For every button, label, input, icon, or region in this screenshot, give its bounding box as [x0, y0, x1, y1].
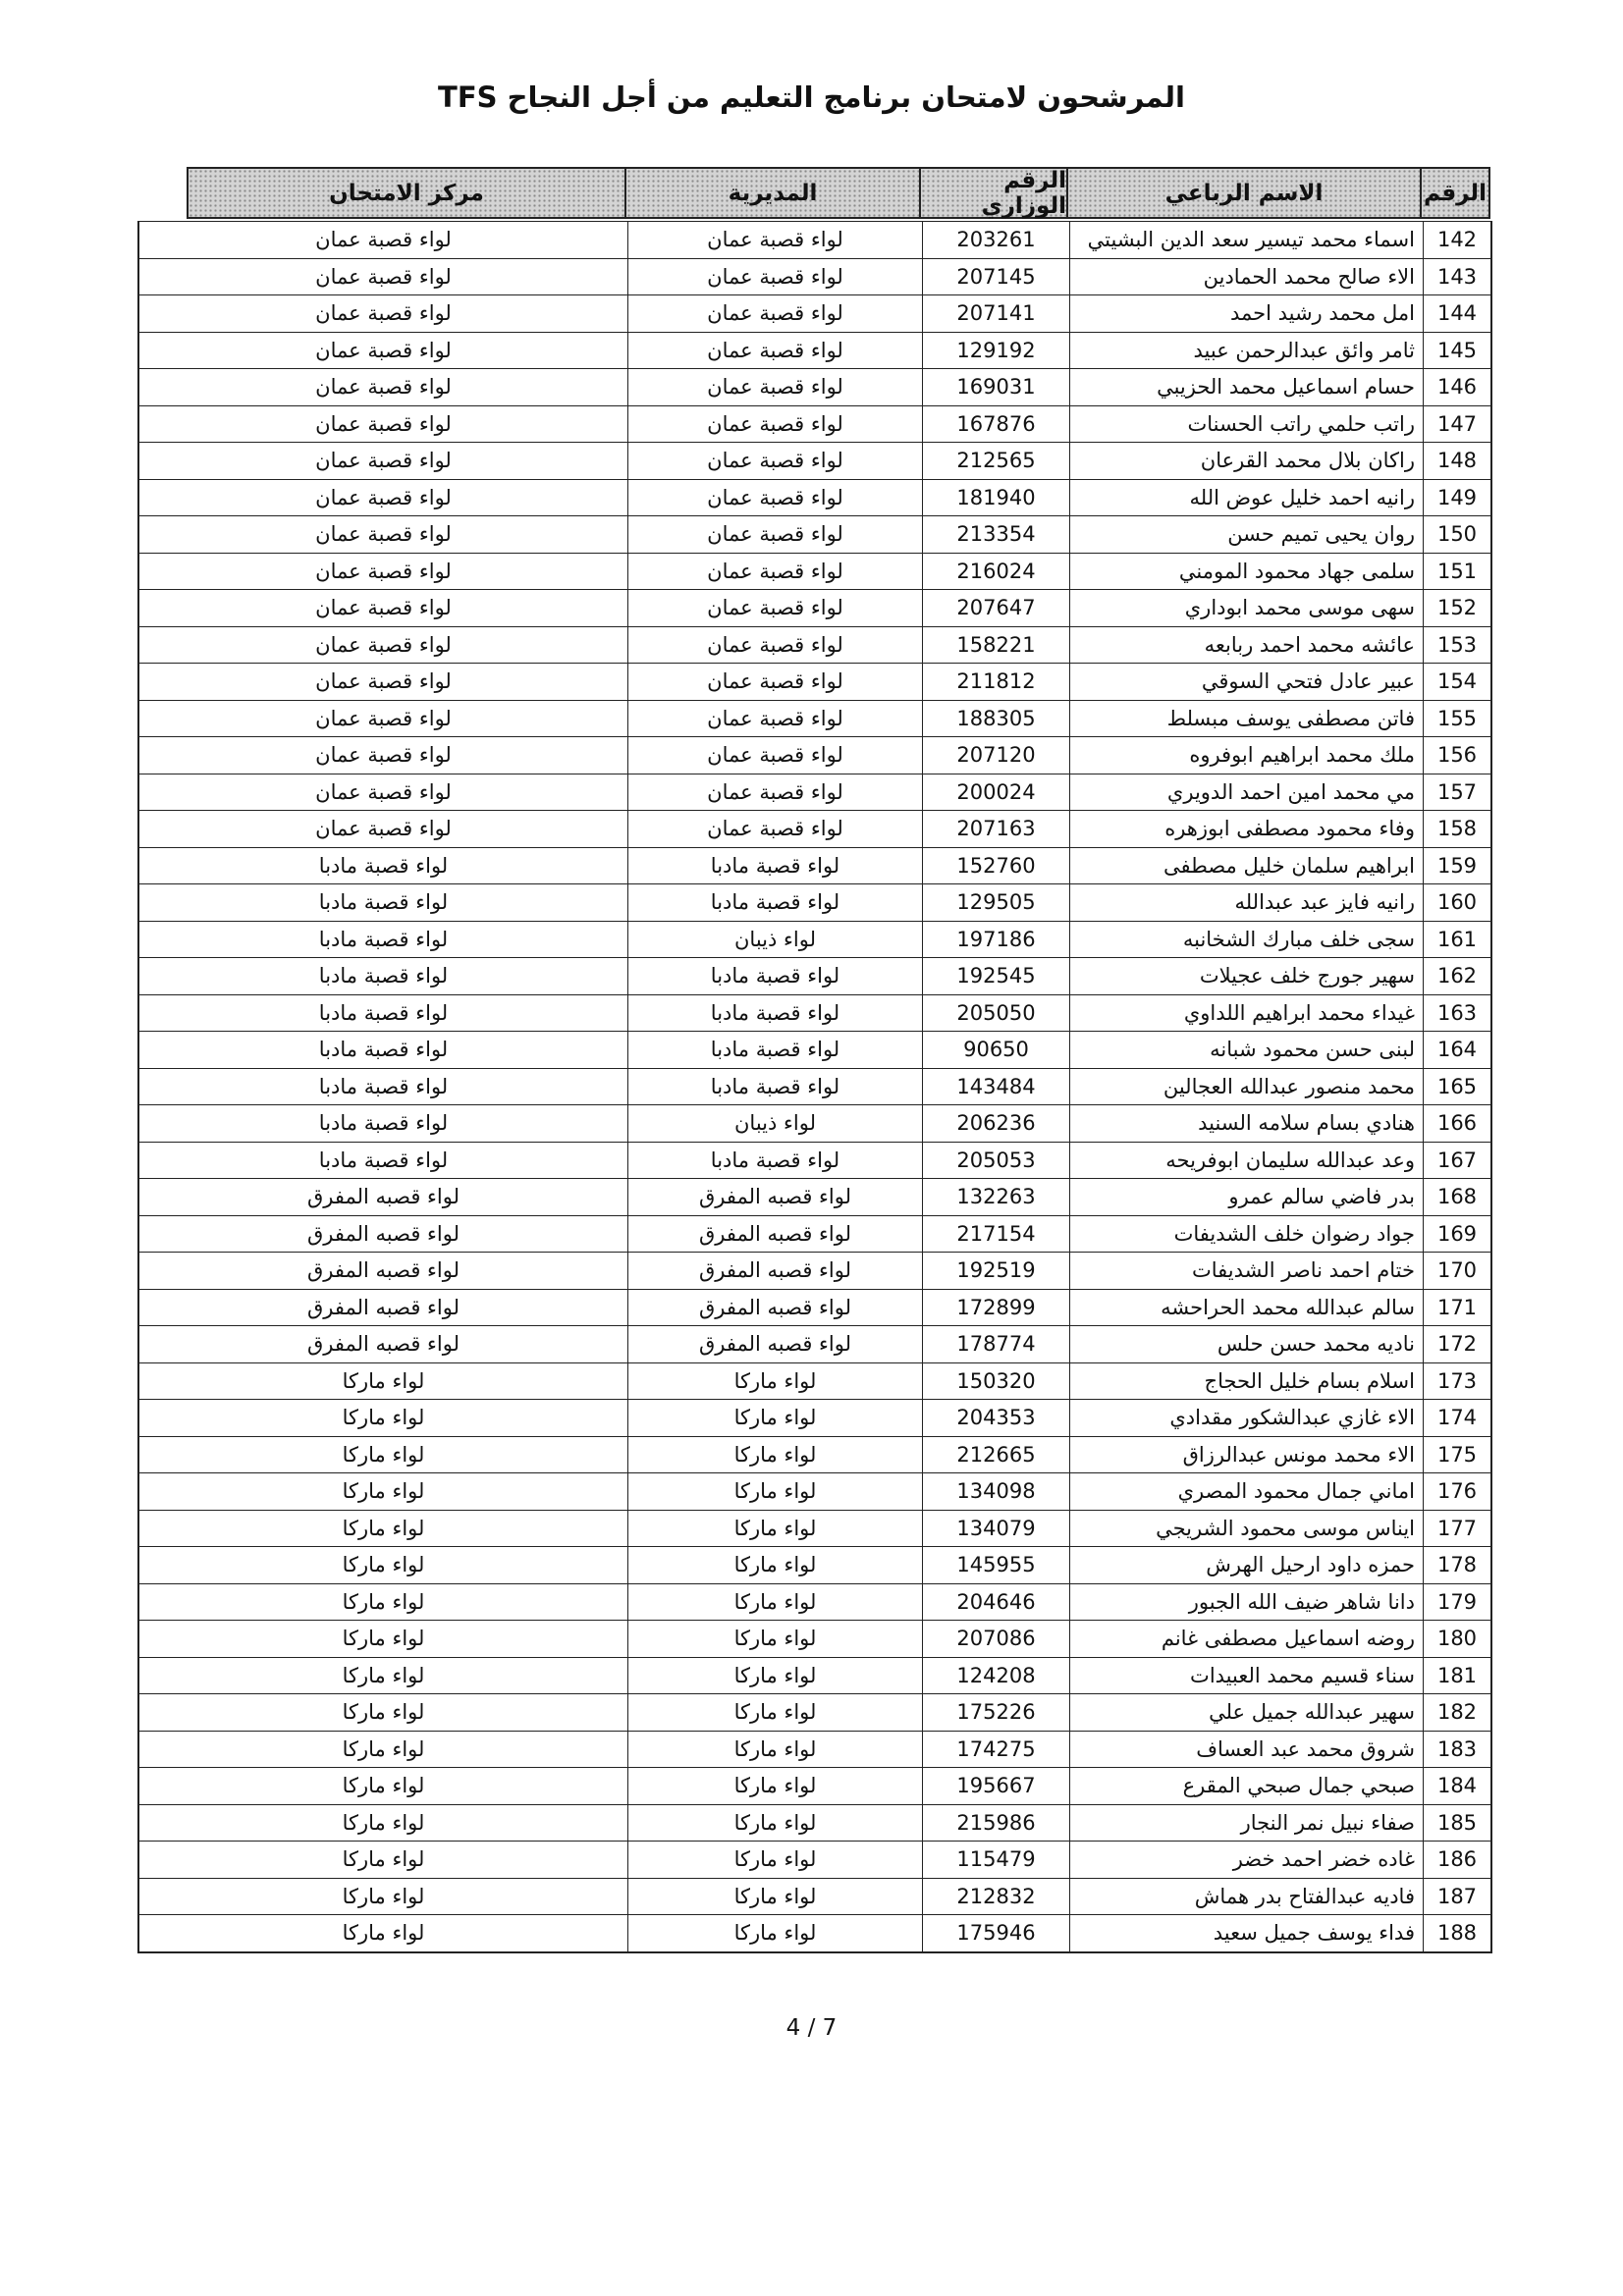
cell-directorate: لواء ذيبان	[628, 1104, 923, 1142]
cell-full-name: راتب حلمي راتب الحسنات	[1070, 405, 1424, 443]
table-row	[139, 1068, 1492, 1105]
cell-exam-center: لواء ماركا	[139, 1362, 628, 1400]
cell-full-name: ناديه محمد حسن حلس	[1070, 1325, 1424, 1362]
table-row	[139, 1436, 1492, 1473]
candidates-table	[137, 167, 1490, 1949]
cell-number: 170	[1424, 1252, 1492, 1289]
cell-number: 149	[1424, 479, 1492, 516]
cell-exam-center: لواء قصبة عمان	[139, 736, 628, 774]
cell-directorate: لواء قصبة عمان	[628, 515, 923, 553]
cell-full-name: بدر فاضي سالم عمرو	[1070, 1178, 1424, 1215]
cell-exam-center: لواء قصبة عمان	[139, 810, 628, 847]
cell-ministry-id: 115479	[923, 1841, 1070, 1878]
table-row	[139, 1252, 1492, 1289]
cell-number: 154	[1424, 663, 1492, 700]
cell-number: 160	[1424, 883, 1492, 921]
cell-directorate: لواء ماركا	[628, 1620, 923, 1657]
cell-ministry-id: 207086	[923, 1620, 1070, 1657]
cell-number: 148	[1424, 442, 1492, 479]
cell-number: 177	[1424, 1510, 1492, 1547]
cell-full-name: سالم عبدالله محمد الحراحشه	[1070, 1289, 1424, 1326]
cell-full-name: هنادي بسام سلامه السنيد	[1070, 1104, 1424, 1142]
cell-exam-center: لواء ماركا	[139, 1510, 628, 1547]
cell-exam-center: لواء قصبة مادبا	[139, 883, 628, 921]
table-row	[139, 1878, 1492, 1915]
cell-full-name: عبير عادل فتحي السوقي	[1070, 663, 1424, 700]
cell-full-name: ايناس موسى محمود الشريجي	[1070, 1510, 1424, 1547]
table-row	[139, 921, 1492, 958]
table-header	[187, 167, 1490, 221]
cell-full-name: رانيه فايز عبد عبدالله	[1070, 883, 1424, 921]
cell-directorate: لواء ماركا	[628, 1472, 923, 1510]
cell-ministry-id: 203261	[923, 221, 1070, 258]
cell-number: 186	[1424, 1841, 1492, 1878]
cell-directorate: لواء قصبة عمان	[628, 774, 923, 811]
cell-ministry-id: 207141	[923, 294, 1070, 332]
cell-number: 185	[1424, 1804, 1492, 1842]
cell-exam-center: لواء قصبة عمان	[139, 258, 628, 295]
cell-full-name: الاء غازي عبدالشكور مقدادي	[1070, 1399, 1424, 1436]
table-row	[139, 332, 1492, 369]
cell-ministry-id: 158221	[923, 626, 1070, 664]
cell-directorate: لواء قصبة عمان	[628, 442, 923, 479]
cell-exam-center: لواء قصبة عمان	[139, 663, 628, 700]
cell-number: 178	[1424, 1546, 1492, 1583]
cell-ministry-id: 143484	[923, 1068, 1070, 1105]
cell-number: 168	[1424, 1178, 1492, 1215]
cell-directorate: لواء قصبة عمان	[628, 221, 923, 258]
table-row	[139, 883, 1492, 921]
table-row	[139, 1804, 1492, 1842]
table-row	[139, 221, 1492, 258]
cell-full-name: دانا شاهر ضيف الله الجبور	[1070, 1583, 1424, 1621]
page-number: 4 / 7	[785, 2015, 838, 2041]
table-row	[139, 1215, 1492, 1253]
cell-exam-center: لواء قصبة مادبا	[139, 921, 628, 958]
cell-exam-center: لواء ماركا	[139, 1399, 628, 1436]
cell-exam-center: لواء ماركا	[139, 1767, 628, 1804]
cell-full-name: شروق محمد عبد العساف	[1070, 1731, 1424, 1768]
cell-number: 151	[1424, 553, 1492, 590]
cell-directorate: لواء قصبة مادبا	[628, 994, 923, 1032]
table-row	[139, 442, 1492, 479]
header-full-name: الاسم الرباعي	[1066, 167, 1420, 219]
cell-number: 155	[1424, 700, 1492, 737]
cell-exam-center: لواء قصبه المفرق	[139, 1215, 628, 1253]
cell-ministry-id: 129192	[923, 332, 1070, 369]
cell-full-name: جواد رضوان خلف الشديفات	[1070, 1215, 1424, 1253]
cell-number: 145	[1424, 332, 1492, 369]
cell-full-name: صفاء نبيل نمر النجار	[1070, 1804, 1424, 1842]
table-row	[139, 258, 1492, 295]
cell-directorate: لواء قصبة عمان	[628, 405, 923, 443]
cell-ministry-id: 206236	[923, 1104, 1070, 1142]
cell-ministry-id: 212565	[923, 442, 1070, 479]
cell-directorate: لواء قصبة عمان	[628, 810, 923, 847]
cell-directorate: لواء قصبة مادبا	[628, 1031, 923, 1068]
table-row	[139, 1546, 1492, 1583]
cell-directorate: لواء قصبة مادبا	[628, 883, 923, 921]
table-body	[137, 221, 1492, 1953]
cell-directorate: لواء قصبة مادبا	[628, 1068, 923, 1105]
cell-number: 176	[1424, 1472, 1492, 1510]
table-row	[139, 1362, 1492, 1400]
cell-exam-center: لواء قصبة مادبا	[139, 994, 628, 1032]
cell-full-name: فداء يوسف جميل سعيد	[1070, 1914, 1424, 1951]
cell-full-name: ملك محمد ابراهيم ابوفروه	[1070, 736, 1424, 774]
cell-ministry-id: 207163	[923, 810, 1070, 847]
cell-directorate: لواء ماركا	[628, 1399, 923, 1436]
cell-ministry-id: 124208	[923, 1657, 1070, 1694]
cell-ministry-id: 167876	[923, 405, 1070, 443]
cell-exam-center: لواء ماركا	[139, 1731, 628, 1768]
table-row	[139, 1767, 1492, 1804]
cell-ministry-id: 169031	[923, 368, 1070, 405]
table-row	[139, 774, 1492, 811]
cell-directorate: لواء قصبة عمان	[628, 626, 923, 664]
cell-full-name: غاده خضر احمد خضر	[1070, 1841, 1424, 1878]
cell-full-name: الاء صالح محمد الحمادين	[1070, 258, 1424, 295]
cell-number: 147	[1424, 405, 1492, 443]
table-row	[139, 1472, 1492, 1510]
cell-number: 153	[1424, 626, 1492, 664]
cell-directorate: لواء ذيبان	[628, 921, 923, 958]
table-row	[139, 515, 1492, 553]
cell-ministry-id: 132263	[923, 1178, 1070, 1215]
cell-full-name: سهى موسى محمد ابوداري	[1070, 589, 1424, 626]
cell-directorate: لواء ماركا	[628, 1510, 923, 1547]
cell-ministry-id: 215986	[923, 1804, 1070, 1842]
cell-exam-center: لواء قصبة مادبا	[139, 1104, 628, 1142]
cell-full-name: اسماء محمد تيسير سعد الدين البشيتي	[1070, 221, 1424, 258]
cell-full-name: محمد منصور عبدالله العجالين	[1070, 1068, 1424, 1105]
cell-full-name: سناء قسيم محمد العبيدات	[1070, 1657, 1424, 1694]
table-row	[139, 847, 1492, 884]
cell-directorate: لواء قصبه المفرق	[628, 1325, 923, 1362]
cell-exam-center: لواء قصبة عمان	[139, 553, 628, 590]
table-row	[139, 1657, 1492, 1694]
cell-exam-center: لواء قصبة عمان	[139, 368, 628, 405]
cell-directorate: لواء ماركا	[628, 1436, 923, 1473]
cell-number: 187	[1424, 1878, 1492, 1915]
cell-exam-center: لواء قصبة عمان	[139, 442, 628, 479]
cell-ministry-id: 197186	[923, 921, 1070, 958]
cell-full-name: صبحي جمال صبحي المقرع	[1070, 1767, 1424, 1804]
cell-directorate: لواء قصبة مادبا	[628, 847, 923, 884]
table-row	[139, 957, 1492, 994]
cell-exam-center: لواء قصبة مادبا	[139, 1068, 628, 1105]
cell-ministry-id: 181940	[923, 479, 1070, 516]
cell-ministry-id: 204353	[923, 1399, 1070, 1436]
table-row	[139, 1583, 1492, 1621]
cell-ministry-id: 200024	[923, 774, 1070, 811]
cell-number: 173	[1424, 1362, 1492, 1400]
cell-number: 161	[1424, 921, 1492, 958]
cell-number: 165	[1424, 1068, 1492, 1105]
cell-exam-center: لواء قصبة عمان	[139, 221, 628, 258]
cell-ministry-id: 213354	[923, 515, 1070, 553]
cell-exam-center: لواء قصبه المفرق	[139, 1252, 628, 1289]
table-row	[139, 368, 1492, 405]
cell-ministry-id: 175226	[923, 1693, 1070, 1731]
cell-full-name: غيداء محمد ابراهيم اللداوي	[1070, 994, 1424, 1032]
table-row	[139, 994, 1492, 1032]
cell-number: 188	[1424, 1914, 1492, 1951]
cell-directorate: لواء ماركا	[628, 1657, 923, 1694]
cell-directorate: لواء قصبة عمان	[628, 258, 923, 295]
table-row	[139, 1178, 1492, 1215]
table-row	[139, 294, 1492, 332]
cell-full-name: رانيه احمد خليل عوض الله	[1070, 479, 1424, 516]
cell-ministry-id: 192545	[923, 957, 1070, 994]
cell-directorate: لواء قصبه المفرق	[628, 1252, 923, 1289]
cell-exam-center: لواء ماركا	[139, 1841, 628, 1878]
table-row	[139, 1399, 1492, 1436]
table-row	[139, 1325, 1492, 1362]
cell-directorate: لواء ماركا	[628, 1841, 923, 1878]
cell-directorate: لواء قصبة عمان	[628, 589, 923, 626]
cell-exam-center: لواء قصبه المفرق	[139, 1178, 628, 1215]
cell-number: 142	[1424, 221, 1492, 258]
cell-exam-center: لواء قصبة عمان	[139, 405, 628, 443]
cell-ministry-id: 195667	[923, 1767, 1070, 1804]
cell-full-name: اماني جمال محمود المصري	[1070, 1472, 1424, 1510]
cell-full-name: الاء محمد مونس عبدالرزاق	[1070, 1436, 1424, 1473]
cell-full-name: وعد عبدالله سليمان ابوفريحه	[1070, 1142, 1424, 1179]
table-row	[139, 1031, 1492, 1068]
cell-ministry-id: 134079	[923, 1510, 1070, 1547]
cell-number: 172	[1424, 1325, 1492, 1362]
cell-full-name: روان يحيى تميم حسن	[1070, 515, 1424, 553]
table-row	[139, 589, 1492, 626]
cell-ministry-id: 192519	[923, 1252, 1070, 1289]
cell-number: 146	[1424, 368, 1492, 405]
cell-number: 175	[1424, 1436, 1492, 1473]
cell-exam-center: لواء قصبة مادبا	[139, 1031, 628, 1068]
cell-directorate: لواء ماركا	[628, 1546, 923, 1583]
cell-number: 182	[1424, 1693, 1492, 1731]
table-row	[139, 1731, 1492, 1768]
cell-ministry-id: 207120	[923, 736, 1070, 774]
cell-directorate: لواء قصبه المفرق	[628, 1289, 923, 1326]
table-row	[139, 663, 1492, 700]
cell-ministry-id: 217154	[923, 1215, 1070, 1253]
table-row	[139, 1289, 1492, 1326]
cell-exam-center: لواء قصبة عمان	[139, 515, 628, 553]
cell-exam-center: لواء قصبة مادبا	[139, 957, 628, 994]
cell-exam-center: لواء قصبة عمان	[139, 774, 628, 811]
cell-exam-center: لواء قصبة عمان	[139, 479, 628, 516]
cell-exam-center: لواء قصبة مادبا	[139, 1142, 628, 1179]
cell-directorate: لواء قصبه المفرق	[628, 1178, 923, 1215]
cell-ministry-id: 175946	[923, 1914, 1070, 1951]
table-row	[139, 479, 1492, 516]
cell-full-name: فاتن مصطفى يوسف مبسلط	[1070, 700, 1424, 737]
cell-ministry-id: 174275	[923, 1731, 1070, 1768]
cell-ministry-id: 207647	[923, 589, 1070, 626]
cell-full-name: سهير جورج خلف عجيلات	[1070, 957, 1424, 994]
cell-directorate: لواء ماركا	[628, 1878, 923, 1915]
cell-exam-center: لواء قصبة عمان	[139, 332, 628, 369]
cell-exam-center: لواء ماركا	[139, 1914, 628, 1951]
header-ministry-id: الرقم الوزاري	[919, 167, 1066, 219]
cell-ministry-id: 188305	[923, 700, 1070, 737]
cell-exam-center: لواء ماركا	[139, 1436, 628, 1473]
cell-full-name: ابراهيم سلمان خليل مصطفى	[1070, 847, 1424, 884]
cell-directorate: لواء ماركا	[628, 1583, 923, 1621]
cell-number: 164	[1424, 1031, 1492, 1068]
cell-ministry-id: 204646	[923, 1583, 1070, 1621]
cell-directorate: لواء قصبه المفرق	[628, 1215, 923, 1253]
cell-number: 163	[1424, 994, 1492, 1032]
cell-directorate: لواء قصبة عمان	[628, 736, 923, 774]
cell-directorate: لواء ماركا	[628, 1767, 923, 1804]
cell-full-name: فاديه عبدالفتاح بدر هماش	[1070, 1878, 1424, 1915]
cell-ministry-id: 205053	[923, 1142, 1070, 1179]
cell-exam-center: لواء قصبة مادبا	[139, 847, 628, 884]
cell-full-name: وفاء محمود مصطفى ابوزهره	[1070, 810, 1424, 847]
cell-full-name: سهير عبدالله جميل علي	[1070, 1693, 1424, 1731]
cell-directorate: لواء قصبة عمان	[628, 294, 923, 332]
cell-ministry-id: 211812	[923, 663, 1070, 700]
cell-number: 156	[1424, 736, 1492, 774]
cell-ministry-id: 212665	[923, 1436, 1070, 1473]
cell-ministry-id: 207145	[923, 258, 1070, 295]
cell-directorate: لواء ماركا	[628, 1731, 923, 1768]
cell-exam-center: لواء قصبه المفرق	[139, 1289, 628, 1326]
table-row	[139, 1104, 1492, 1142]
cell-number: 171	[1424, 1289, 1492, 1326]
page-title: المرشحون لامتحان برنامج التعليم من أجل النجاح TFS	[438, 80, 1185, 114]
cell-full-name: حمزه داود ارحيل الهرش	[1070, 1546, 1424, 1583]
header-number: الرقم	[1420, 167, 1490, 219]
cell-ministry-id: 178774	[923, 1325, 1070, 1362]
cell-ministry-id: 205050	[923, 994, 1070, 1032]
cell-directorate: لواء ماركا	[628, 1804, 923, 1842]
cell-ministry-id: 90650	[923, 1031, 1070, 1068]
cell-ministry-id: 172899	[923, 1289, 1070, 1326]
cell-full-name: لبنى حسن محمود شبانه	[1070, 1031, 1424, 1068]
cell-directorate: لواء قصبة عمان	[628, 332, 923, 369]
cell-full-name: ختام احمد ناصر الشديفات	[1070, 1252, 1424, 1289]
cell-exam-center: لواء قصبة عمان	[139, 589, 628, 626]
table-row	[139, 1693, 1492, 1731]
cell-full-name: عائشه محمد احمد ربابعه	[1070, 626, 1424, 664]
table-row	[139, 1510, 1492, 1547]
cell-exam-center: لواء ماركا	[139, 1620, 628, 1657]
cell-directorate: لواء قصبة عمان	[628, 663, 923, 700]
cell-directorate: لواء قصبة مادبا	[628, 957, 923, 994]
cell-number: 150	[1424, 515, 1492, 553]
cell-full-name: راكان بلال محمد القرعان	[1070, 442, 1424, 479]
cell-number: 174	[1424, 1399, 1492, 1436]
cell-number: 144	[1424, 294, 1492, 332]
cell-full-name: ثامر وائق عبدالرحمن عبيد	[1070, 332, 1424, 369]
cell-number: 180	[1424, 1620, 1492, 1657]
cell-ministry-id: 134098	[923, 1472, 1070, 1510]
cell-exam-center: لواء قصبة عمان	[139, 626, 628, 664]
cell-number: 166	[1424, 1104, 1492, 1142]
cell-directorate: لواء قصبة عمان	[628, 479, 923, 516]
header-directorate: المديرية	[624, 167, 919, 219]
cell-directorate: لواء قصبة عمان	[628, 368, 923, 405]
table-row	[139, 1841, 1492, 1878]
cell-full-name: حسام اسماعيل محمد الحزيبي	[1070, 368, 1424, 405]
cell-number: 152	[1424, 589, 1492, 626]
table-row	[139, 700, 1492, 737]
cell-ministry-id: 129505	[923, 883, 1070, 921]
cell-exam-center: لواء ماركا	[139, 1583, 628, 1621]
cell-directorate: لواء ماركا	[628, 1914, 923, 1951]
table-row	[139, 405, 1492, 443]
cell-directorate: لواء ماركا	[628, 1362, 923, 1400]
cell-directorate: لواء قصبة مادبا	[628, 1142, 923, 1179]
table-row	[139, 1142, 1492, 1179]
cell-exam-center: لواء قصبة عمان	[139, 294, 628, 332]
table-row	[139, 626, 1492, 664]
cell-exam-center: لواء قصبه المفرق	[139, 1325, 628, 1362]
cell-directorate: لواء قصبة عمان	[628, 700, 923, 737]
cell-exam-center: لواء قصبة عمان	[139, 700, 628, 737]
cell-number: 183	[1424, 1731, 1492, 1768]
cell-number: 167	[1424, 1142, 1492, 1179]
cell-number: 162	[1424, 957, 1492, 994]
cell-number: 181	[1424, 1657, 1492, 1694]
cell-exam-center: لواء ماركا	[139, 1878, 628, 1915]
cell-full-name: امل محمد رشيد احمد	[1070, 294, 1424, 332]
cell-number: 179	[1424, 1583, 1492, 1621]
cell-full-name: سجى خلف مبارك الشخانبه	[1070, 921, 1424, 958]
cell-exam-center: لواء ماركا	[139, 1546, 628, 1583]
cell-directorate: لواء قصبة عمان	[628, 553, 923, 590]
cell-number: 143	[1424, 258, 1492, 295]
cell-ministry-id: 152760	[923, 847, 1070, 884]
cell-number: 169	[1424, 1215, 1492, 1253]
cell-exam-center: لواء ماركا	[139, 1472, 628, 1510]
cell-directorate: لواء ماركا	[628, 1693, 923, 1731]
table-row	[139, 736, 1492, 774]
cell-ministry-id: 145955	[923, 1546, 1070, 1583]
table-row	[139, 1620, 1492, 1657]
table-row	[139, 810, 1492, 847]
header-exam-center: مركز الامتحان	[187, 167, 624, 219]
cell-exam-center: لواء ماركا	[139, 1693, 628, 1731]
cell-full-name: روضه اسماعيل مصطفى غانم	[1070, 1620, 1424, 1657]
table-row	[139, 553, 1492, 590]
cell-ministry-id: 212832	[923, 1878, 1070, 1915]
cell-exam-center: لواء ماركا	[139, 1657, 628, 1694]
cell-full-name: اسلام بسام خليل الحجاج	[1070, 1362, 1424, 1400]
table-row	[139, 1914, 1492, 1951]
cell-number: 184	[1424, 1767, 1492, 1804]
cell-exam-center: لواء ماركا	[139, 1804, 628, 1842]
cell-number: 157	[1424, 774, 1492, 811]
cell-number: 159	[1424, 847, 1492, 884]
cell-full-name: سلمى جهاد محمود المومني	[1070, 553, 1424, 590]
cell-full-name: مي محمد امين احمد الدويري	[1070, 774, 1424, 811]
cell-number: 158	[1424, 810, 1492, 847]
cell-ministry-id: 216024	[923, 553, 1070, 590]
cell-ministry-id: 150320	[923, 1362, 1070, 1400]
